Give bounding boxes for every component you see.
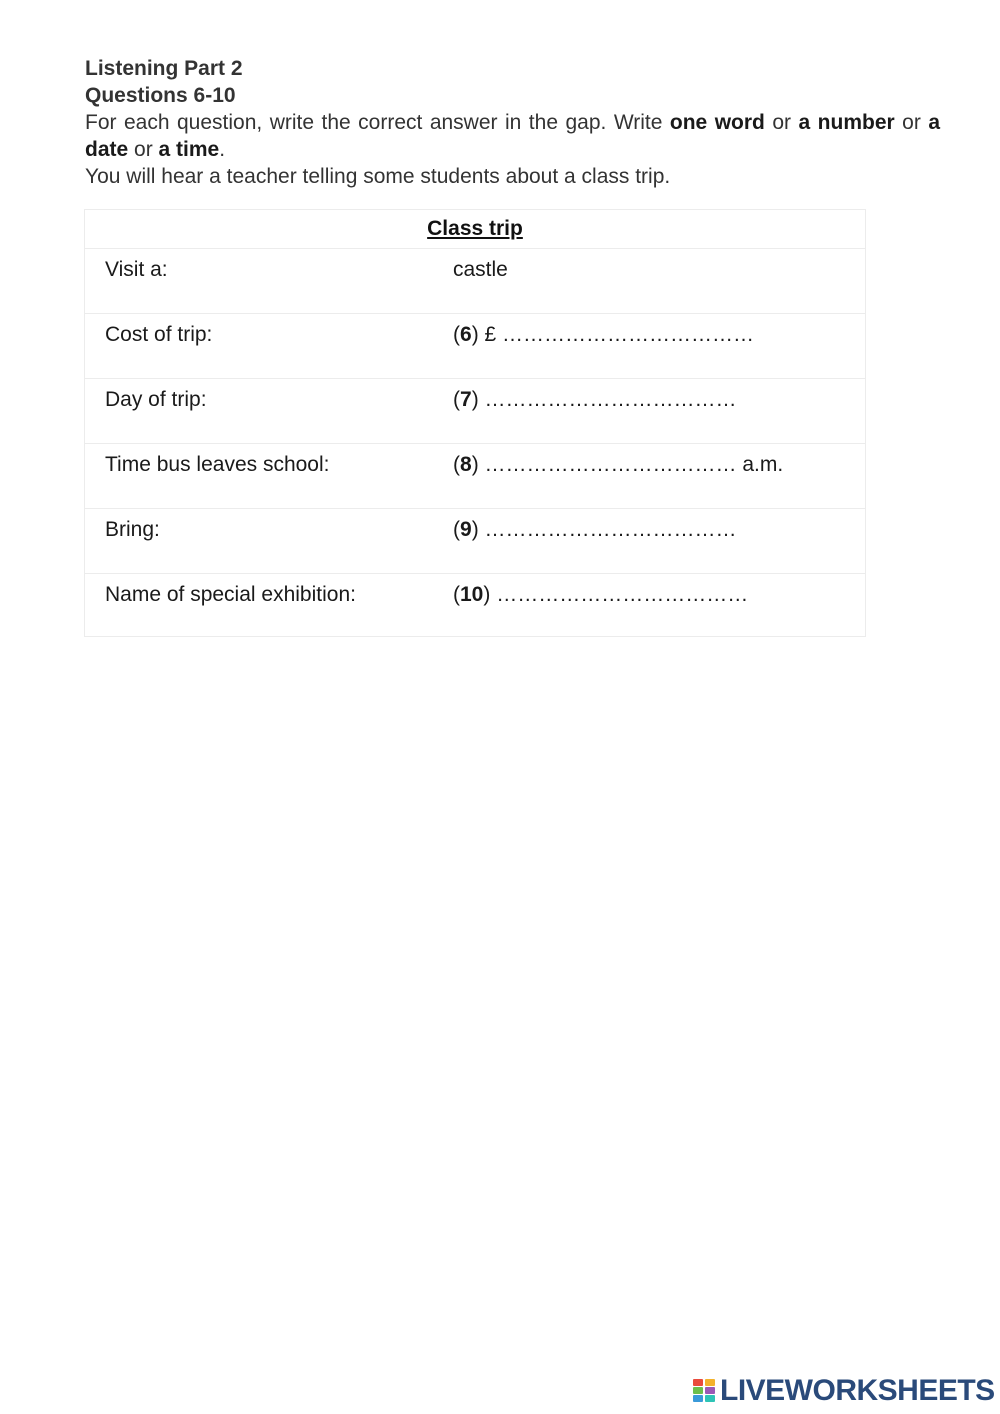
row-value: castle [453, 258, 508, 281]
gap-dots: ……………………………… a.m. [478, 453, 784, 476]
instructions-text: or [764, 111, 799, 134]
paren: ( [453, 453, 460, 476]
question-number: 6 [460, 323, 472, 346]
table-row [85, 574, 865, 639]
instructions-text: or [894, 111, 929, 134]
liveworksheets-logo-icon [692, 1377, 718, 1405]
row-label: Time bus leaves school: [105, 453, 330, 476]
instructions [85, 109, 940, 163]
answer-gap-8[interactable] [453, 452, 783, 478]
question-number: 10 [460, 583, 484, 606]
paren: ( [453, 583, 460, 606]
table-row [85, 444, 865, 509]
table-title: Class trip [85, 210, 865, 249]
table-row [85, 249, 865, 314]
gap-dots: ……………………………… [490, 583, 749, 606]
question-number: 9 [460, 518, 472, 541]
instructions-text: or [128, 138, 159, 161]
row-label: Visit a: [105, 258, 168, 281]
gap-dots: ……………………………… [478, 388, 737, 411]
answer-gap-7[interactable] [453, 387, 737, 413]
row-label: Cost of trip: [105, 323, 213, 346]
page-title: Listening Part 2 [85, 57, 243, 80]
paren: ( [453, 323, 460, 346]
question-number: 8 [460, 453, 472, 476]
paren: ( [453, 518, 460, 541]
row-label: Day of trip: [105, 388, 207, 411]
paren: ( [453, 388, 460, 411]
paren: ) [471, 388, 479, 411]
instructions-bold-number: a number [798, 111, 895, 134]
paren: ) [471, 323, 479, 346]
question-number: 7 [460, 388, 472, 411]
instructions-bold-one-word: one word [669, 111, 765, 134]
brand-name: LIVEWORKSHEETS [720, 1374, 995, 1407]
table-row [85, 509, 865, 574]
paren: ) [471, 518, 479, 541]
liveworksheets-logo[interactable] [692, 1374, 995, 1408]
instructions-bold-time: a time [158, 138, 220, 161]
answer-gap-9[interactable] [453, 517, 737, 543]
answer-gap-6[interactable] [453, 322, 754, 348]
instructions-bold-date: a date [85, 111, 940, 161]
row-label: Bring: [105, 518, 160, 541]
intro-text: You will hear a teacher telling some students about a class trip. [85, 165, 671, 188]
paren: ) [483, 583, 491, 606]
gap-dots: ……………………………… [478, 518, 737, 541]
instructions-text: . [219, 138, 226, 161]
gap-dots: £ ……………………………… [478, 323, 755, 346]
instructions-text: For each question, write the correct answer in the gap. Write [85, 111, 670, 134]
class-trip-table [84, 209, 866, 637]
answer-gap-10[interactable] [453, 582, 748, 608]
paren: ) [471, 453, 479, 476]
table-row [85, 379, 865, 444]
table-row [85, 314, 865, 379]
row-label: Name of special exhibition: [105, 583, 356, 606]
questions-range: Questions 6-10 [85, 84, 236, 107]
